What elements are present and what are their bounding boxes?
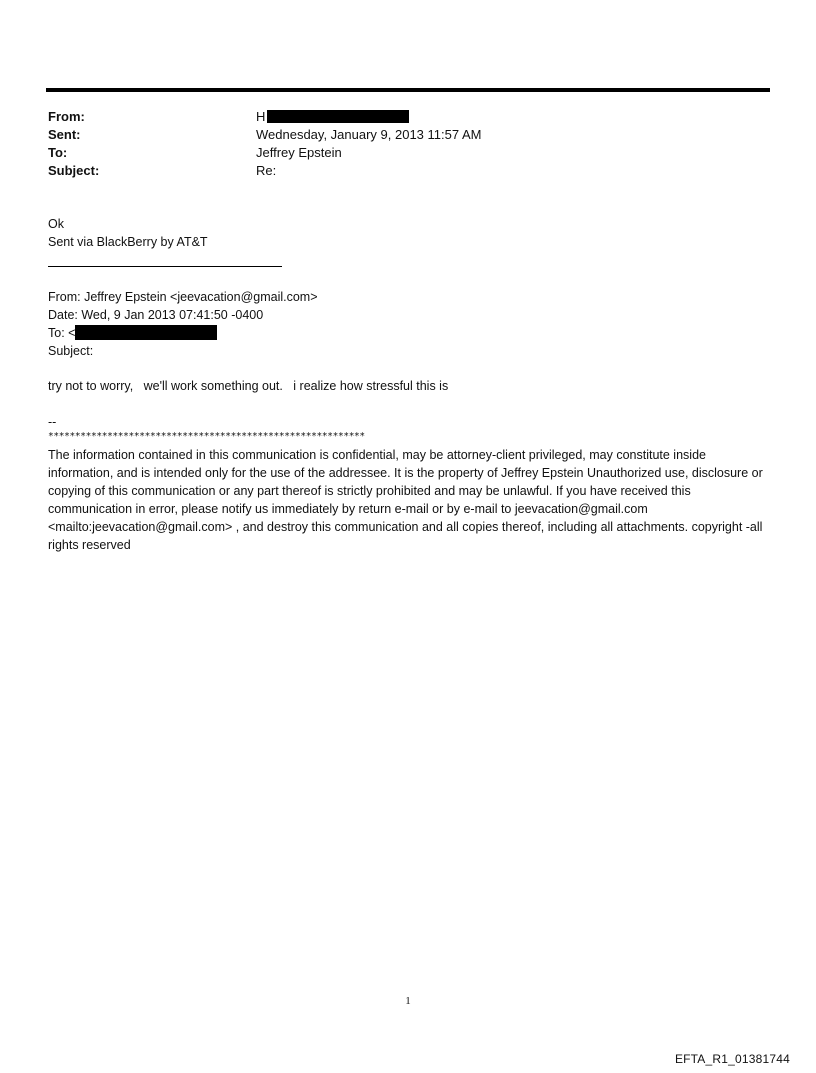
to-label: To: xyxy=(48,145,68,160)
email-header xyxy=(48,108,768,180)
subject-label: Subject: xyxy=(48,163,100,178)
quoted-date-line: Date: Wed, 9 Jan 2013 07:41:50 -0400 xyxy=(48,308,264,322)
sent-value: Wednesday, January 9, 2013 11:57 AM xyxy=(256,127,482,142)
header-subject-row xyxy=(48,162,768,180)
sent-label: Sent: xyxy=(48,127,81,142)
to-value: Jeffrey Epstein xyxy=(256,145,342,160)
header-from-row xyxy=(48,108,768,126)
signature-stars: *********************************************************** xyxy=(48,431,365,442)
redaction-box xyxy=(75,325,217,340)
reply-body: Ok xyxy=(48,217,64,231)
from-value xyxy=(256,108,409,126)
header-to-row xyxy=(48,144,768,162)
quoted-subject-line: Subject: xyxy=(48,344,94,358)
header-rule xyxy=(46,88,770,92)
quoted-message: try not to worry, we'll work something out. i realize how stressful this is xyxy=(48,379,449,393)
reply-signature: Sent via BlackBerry by AT&T xyxy=(48,235,208,249)
signature-divider xyxy=(48,266,282,267)
from-value-prefix: H xyxy=(256,109,266,124)
bates-stamp: EFTA_R1_01381744 xyxy=(674,1052,790,1066)
quoted-to-line xyxy=(48,324,768,342)
confidentiality-disclaimer: The information contained in this communication is confidential, may be attorney-client privileged, may constitute inside information, and is intended only for the use of the addressee. It is the property of Jeffrey Epstein Unauthorized use, disclosure or copying of this communication or any part thereof is strictly prohibited and may be unlawful. If you have received this communication in error, please notify us immediately by return e-mail or by e-mail to jeevacation@gmail.com <mailto:jeevacation@gmail.com> , and destroy this communication and all copies thereof, including all attachments. copyright -all rights reserved xyxy=(48,448,763,552)
signature-dashes: -- xyxy=(48,415,57,429)
from-label: From: xyxy=(48,109,85,124)
quoted-to-prefix: To: < xyxy=(48,326,76,340)
page-number: 1 xyxy=(405,995,411,1007)
subject-value: Re: xyxy=(256,163,277,178)
quoted-from-line: From: Jeffrey Epstein <jeevacation@gmail.com> xyxy=(48,290,318,304)
header-sent-row xyxy=(48,126,768,144)
redaction-box xyxy=(267,110,409,123)
